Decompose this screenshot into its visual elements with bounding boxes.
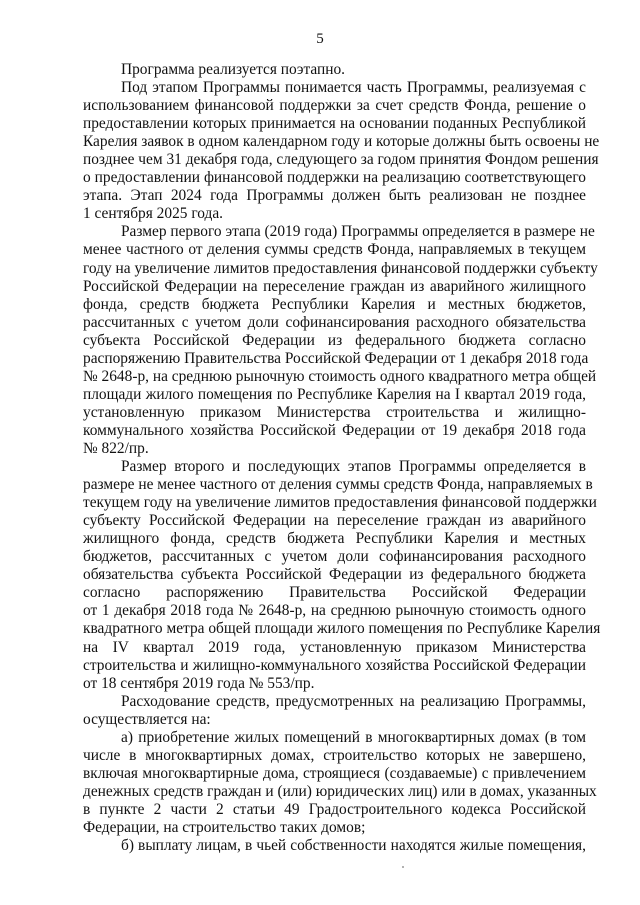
text-line: Программа реализуется поэтапно. [121, 61, 346, 78]
text-line: строительства и жилищно-коммунального хозяйства Российской Федерации [83, 656, 586, 674]
text-line: денежных средств граждан и (или) юридических лиц) или в домах, указанных [83, 782, 597, 800]
paragraph-item-a [83, 728, 597, 837]
text-line: Под этапом Программы понимается часть Программы, реализуемая с [121, 79, 586, 97]
text-line: Карелия заявок в одном календарном году и которые должны быть освоены не [83, 133, 600, 151]
text-line: от 18 сентября 2019 года № 553/пр. [83, 674, 315, 692]
text-line: от 1 декабря 2018 года № 2648-р, на среднюю рыночную стоимость одного [83, 602, 586, 620]
paragraph-stage-definition [83, 79, 600, 223]
text-line: на IV квартал 2019 года, установленную приказом Министерства [83, 638, 586, 656]
text-line: бюджетов, рассчитанных с учетом доли софинансирования расходного [83, 548, 586, 566]
text-line: фонда, средств бюджета Республики Карелия и местных бюджетов, [83, 295, 586, 313]
text-line: установленную приказом Министерства строительства и жилищно- [83, 403, 586, 421]
text-line: включая многоквартирные дома, строящиеся (создаваемые) с привлечением [83, 764, 586, 782]
text-line: жилищного фонда, средств бюджета Республики Карелия и местных [83, 530, 586, 548]
text-line: 1 сентября 2025 года. [83, 205, 224, 223]
text-line: Расходование средств, предусмотренных на реализацию Программы, [121, 692, 586, 710]
text-line: б) выплату лицам, в чьей собственности находятся жилые помещения, [121, 837, 586, 855]
paragraph-first-stage-size [83, 223, 598, 458]
paragraph-item-b [83, 837, 586, 855]
text-line: году на увеличение лимитов предоставления финансовой поддержки субъекту [83, 259, 598, 277]
text-line: № 2648-р, на среднюю рыночную стоимость одного квадратного метра общей [83, 367, 597, 385]
text-line: квадратного метра общей площади жилого помещения по Республике Карелия [83, 620, 601, 638]
page-number: 5 [316, 31, 324, 47]
text-line: Размер первого этапа (2019 года) Программы определяется в размере не [121, 223, 595, 241]
paragraph-subsequent-stages-size [83, 458, 601, 693]
text-line: субъекту Российской Федерации на переселение граждан из аварийного [83, 512, 586, 530]
text-line: Федерации, на строительство таких домов; [83, 818, 366, 836]
text-line: осуществляется на: [83, 710, 211, 728]
text-line: размере не менее частного от деления суммы средств Фонда, направляемых в [83, 476, 593, 494]
text-line: Российской Федерации на переселение граждан из аварийного жилищного [83, 277, 586, 295]
document-body [83, 61, 601, 855]
text-line: а) приобретение жилых помещений в многоквартирных домах (в том [121, 728, 586, 746]
paragraph-program-stages [83, 61, 586, 79]
text-line: Размер второго и последующих этапов Программы определяется в [121, 458, 586, 476]
text-line: предоставлении которых принимается на основании поданных Республикой [83, 115, 586, 133]
text-line: № 822/пр. [83, 439, 149, 457]
text-line: субъекта Российской Федерации из федерального бюджета согласно [83, 331, 586, 349]
text-line: обязательства субъекта Российской Федерации из федерального бюджета [83, 566, 586, 584]
paragraph-spending-intro [83, 693, 586, 729]
text-line: площади жилого помещения по Республике Карелия на I квартал 2019 года, [83, 385, 586, 403]
text-line: распоряжению Правительства Российской Федерации от 1 декабря 2018 года [83, 349, 589, 367]
text-line: использованием финансовой поддержки за счет средств Фонда, решение о [83, 97, 586, 115]
text-line: этапа. Этап 2024 года Программы должен быть реализован не позднее [83, 187, 586, 205]
scan-dot [402, 866, 404, 868]
text-line: текущем году на увеличение лимитов предоставления финансовой поддержки [83, 494, 597, 512]
text-line: о предоставлении финансовой поддержки на реализацию соответствующего [83, 169, 586, 187]
text-line: позднее чем 31 декабря года, следующего за годом принятия Фондом решения [83, 151, 599, 169]
text-line: менее частного от деления суммы средств Фонда, направляемых в текущем [83, 241, 586, 259]
text-line: в пункте 2 части 2 статьи 49 Градостроительного кодекса Российской [83, 800, 586, 818]
text-line: коммунального хозяйства Российской Федерации от 19 декабря 2018 года [83, 421, 586, 439]
text-line: числе в многоквартирных домах, строительство которых не завершено, [83, 746, 586, 764]
text-line: согласно распоряжению Правительства Российской Федерации [83, 584, 586, 602]
text-line: рассчитанных с учетом доли софинансирования расходного обязательства [83, 313, 586, 331]
